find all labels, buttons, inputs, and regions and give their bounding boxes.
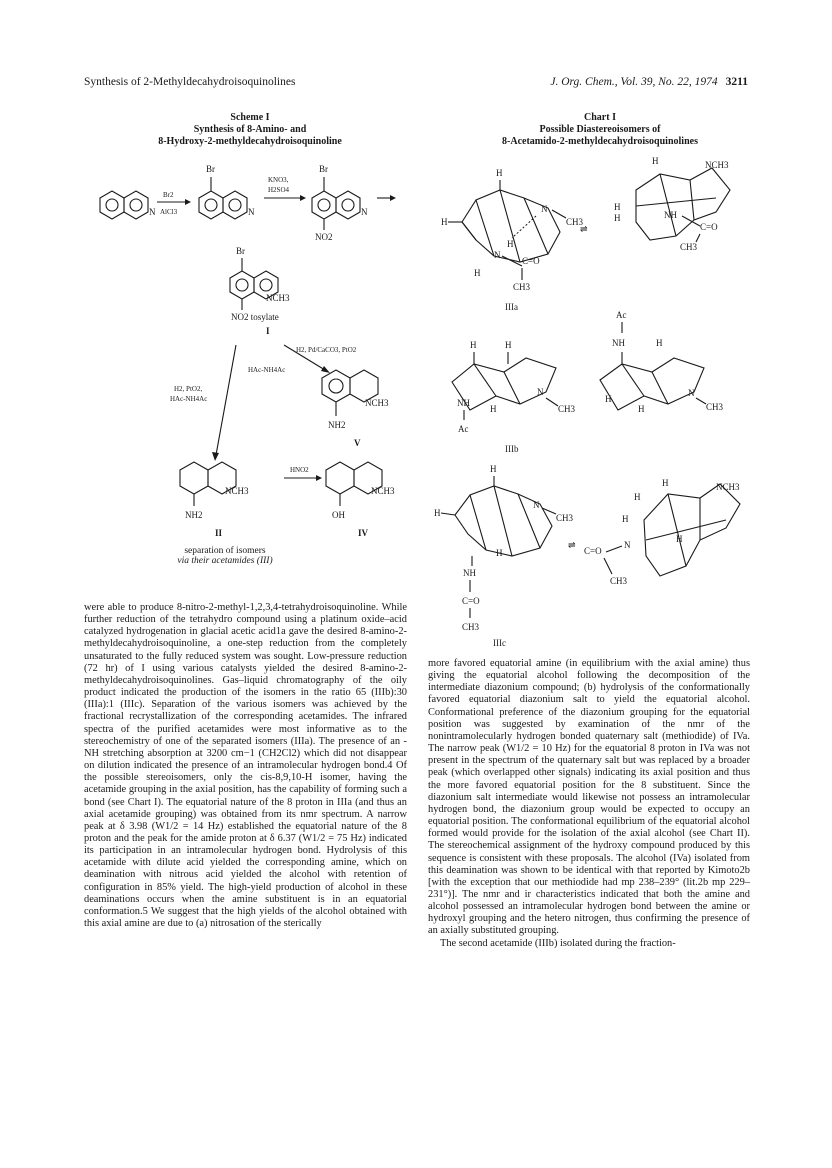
nh-label: NH (463, 568, 476, 578)
nch3-label-iv: NCH3 (371, 486, 395, 496)
hno2-label: HNO2 (290, 466, 309, 474)
separation-line-1: separation of isomers (184, 546, 266, 556)
ac-label: Ac (458, 424, 469, 434)
iiic-structure-right (584, 478, 740, 586)
n-atom: N (688, 388, 695, 398)
nh2-label-v: NH2 (328, 420, 346, 430)
iiib-label: IIIb (505, 444, 519, 454)
ch3-label: CH3 (566, 217, 584, 227)
h-label: H (652, 156, 659, 166)
ch3-label: CH3 (680, 242, 698, 252)
iiia-structure-left (441, 168, 584, 292)
compound-i-structure (230, 246, 290, 336)
nh-label: NH (612, 338, 625, 348)
journal-citation: J. Org. Chem., Vol. 39, No. 22, 1974 (550, 76, 718, 88)
h-label: H (656, 338, 663, 348)
h-label: H (507, 239, 514, 249)
cond-hac-2: HAc-NH4Ac (170, 395, 208, 403)
compound-v-structure (322, 370, 389, 448)
n-atom: N (541, 204, 548, 214)
br-label-1: Br (206, 164, 215, 174)
nh-label: NH (457, 398, 470, 408)
iiic-structure-left (434, 464, 574, 632)
iiia-label: IIIa (505, 302, 518, 312)
bromonitroisoquinoline-structure (312, 164, 368, 242)
ch3-label: CH3 (556, 513, 574, 523)
right-paragraph-2: The second acetamide (IIIb) isolated during the fraction- (440, 937, 676, 949)
h-label: H (662, 478, 669, 488)
compound-ii-structure (180, 462, 249, 538)
h-label: H (441, 217, 448, 227)
scheme-subtitle-2: 8-Hydroxy-2-methyldecahydroisoquinoline (158, 136, 342, 147)
reagent-h2so4: H2SO4 (268, 186, 290, 194)
h-label: H (622, 514, 629, 524)
scheme-subtitle-1: Synthesis of 8-Amino- and (193, 124, 307, 135)
co-label: C=O (700, 222, 718, 232)
h-label: H (496, 548, 503, 558)
right-paragraph-1: more favored equatorial amine (in equilibrium with the axial amine) thus giving the equatorial alcohol following the decomposition of the intermediate diazonium compound; (b) hydrolysis of the conformationally favored equatorial diazonium salt to yield the equatorial alcohol. Conformational preference of the diazonium grouping for the equatorial position was suggested by examination of the nmr of the nonintramolecularly hydrogen bonded quaternary salt (methiodide) of IVa. The narrow peak (W1/2 = 10 Hz) for the equatorial 8 proton in IVa was not present in the spectrum of the quaternary salt but was replaced by a broader peak (which overlapped other signals) indicating its axial position and thus the more favored equatorial position for the 8 substituent. Since the diazonium salt intermediate would likewise not possess an intramolecular hydrogen bond, the diazonium group would be expected to occupy an equatorial position. The conformational equilibrium of the equatorial alcohol formed would provide for the isolation of the axial alcohol (see Chart II). The stereochemical assignment of the hydroxy compound produced by this sequence is consistent with these proposals. The alcohol (IVa) isolated from this deamination was shown to be identical with that reported by Kimoto2b [with the exception that our methiodide had mp 238–239° (lit.2b mp 229–231°)]. The nmr and ir characteristics indicated that both the amine and alcohol possessed an intramolecular hydrogen bond between the amine or hydroxyl grouping and the hetero nitrogen, thus confirming the presence of an axially substituted grouping. (428, 658, 750, 937)
right-column-text (428, 658, 750, 950)
bromoisoquinoline-structure (199, 164, 255, 219)
chart-subtitle-1: Possible Diastereoisomers of (539, 124, 661, 135)
ac-label: Ac (616, 310, 627, 320)
left-paragraph-1: were able to produce 8-nitro-2-methyl-1,2,3,4-tetrahydroisoquinoline. While further reduction of the tetrahydro compound using a platinum oxide–acid catalyzed hydrogenation in glacial acetic acid1a gave the desired 8-amino-2-methyldecahydroisoquinoline, a one-step reduction from the completely unsaturated to the fully reduced system was sought. Low-pressure reduction (72 hr) of I using various catalysts yielded the desired 8-amino-2-methyldecahydroisoquinolines. Gas–liquid chromatography of the oily product indicated the production of the isomers in the ratio 65 (IIIb):30 (IIIa):1 (IIIc). Separation of the various isomers was achieved by the fractional recrystallization of the corresponding acetamides. The infrared spectra of the purified acetamides were most informative as to the stereochemistry of one of the separated isomers (IIIa). The presence of an -NH stretching absorption at 3200 cm−1 (CH2Cl2) which did not disappear on dilution indicated the presence of an intramolecular hydrogen bond.4 Of the possible stereoisomers, only the cis-8,9,10-H isomer, having the acetamide grouping in the axial position, has the capability of forming such a bond (see Chart I). The equatorial nature of the 8 proton in IIIa (and thus an axial acetamide grouping) was obtained from its nmr spectrum. A narrow peak at δ 3.98 (W1/2 = 14 Hz) established the equatorial nature of the 8 proton and the peak for the amide proton at δ 6.37 (W1/2 = 75 Hz) indicated its participation in an intramolecular hydrogen bond. Hydrolysis of this acetamide with dilute acid yielded the corresponding amine, which on deamination with nitrous acid yielded the alcohol with retention of configuration in 85% yield. The high-yield production of alcohol in these deaminations occurs when the amine substituent is in an equatorial conformation.5 We suggest that the high yields of the alcohol obtained with this axial amine are due to (a) nitrosation of the sterically (84, 602, 407, 930)
n-atom: N (533, 500, 540, 510)
equilibrium-arrow: ⇌ (580, 224, 588, 234)
running-header-left: Synthesis of 2-Methyldecahydroisoquinolines (84, 76, 296, 88)
h-label: H (470, 340, 477, 350)
n-atom: N (537, 387, 544, 397)
n-atom-2: N (248, 207, 255, 217)
ch3-label: CH3 (558, 404, 576, 414)
nch3-label: NCH3 (716, 482, 740, 492)
h-label: H (605, 394, 612, 404)
ch3-label: CH3 (513, 282, 531, 292)
n-atom: N (494, 250, 501, 260)
compound-i-label: I (266, 326, 270, 336)
h-label: H (634, 492, 641, 502)
arrow-to-ii (216, 345, 236, 455)
nh2-label-ii: NH2 (185, 510, 203, 520)
compound-iv-label: IV (358, 528, 369, 538)
h-label: H (614, 213, 621, 223)
co-label: C=O (584, 546, 602, 556)
ch3-label: CH3 (610, 576, 628, 586)
nch3-label-i: NCH3 (266, 293, 290, 303)
co-label: C=O (462, 596, 480, 606)
iiic-label: IIIc (493, 638, 506, 648)
h-label: H (434, 508, 441, 518)
nch3-label-v: NCH3 (365, 398, 389, 408)
ch3-label: CH3 (462, 622, 480, 632)
tosylate-label: NO2 tosylate (231, 312, 279, 322)
h-label: H (505, 340, 512, 350)
h-label: H (638, 404, 645, 414)
nh-label: NH (664, 210, 677, 220)
cond-pd: H2, Pd/CaCO3, PtO2 (296, 346, 357, 354)
cond-hac: HAc-NH4Ac (248, 366, 286, 374)
compound-v-label: V (354, 438, 361, 448)
compound-ii-label: II (215, 528, 223, 538)
cond-pto2: H2, PtO2, (174, 385, 203, 393)
no2-label: NO2 (315, 232, 333, 242)
scheme-title: Scheme I (230, 112, 270, 123)
nch3-label: NCH3 (705, 160, 729, 170)
nch3-label-ii: NCH3 (225, 486, 249, 496)
page-number: 3211 (725, 76, 748, 88)
br-label-2: Br (319, 164, 328, 174)
n-atom: N (624, 540, 631, 550)
h-label: H (490, 404, 497, 414)
left-column-text (84, 602, 407, 930)
co-label: C=O (522, 256, 540, 266)
separation-line-2: via their acetamides (III) (177, 556, 273, 566)
h-label: H (474, 268, 481, 278)
iiib-structure-left (452, 340, 576, 434)
oh-label: OH (332, 510, 345, 520)
br-label-3: Br (236, 246, 245, 256)
reagent-kno3: KNO3, (268, 176, 289, 184)
reagent-alcl3: AlCl3 (160, 208, 178, 216)
n-atom: N (149, 207, 156, 217)
n-atom-3: N (361, 207, 368, 217)
equilibrium-arrow: ⇌ (568, 540, 576, 550)
h-label: H (496, 168, 503, 178)
compound-iv-structure (326, 462, 395, 538)
separation-note (130, 546, 320, 566)
h-label: H (614, 202, 621, 212)
ch3-label: CH3 (706, 402, 724, 412)
chart-subtitle-2: 8-Acetamido-2-methyldecahydroisoquinolines (502, 136, 698, 147)
h-label: H (490, 464, 497, 474)
chart-title: Chart I (584, 112, 616, 123)
iiia-structure-right (614, 156, 730, 252)
reagent-br2: Br2 (163, 191, 174, 199)
isoquinoline-structure (100, 191, 156, 219)
iiib-structure-right (600, 310, 724, 414)
h-label: H (676, 534, 683, 544)
